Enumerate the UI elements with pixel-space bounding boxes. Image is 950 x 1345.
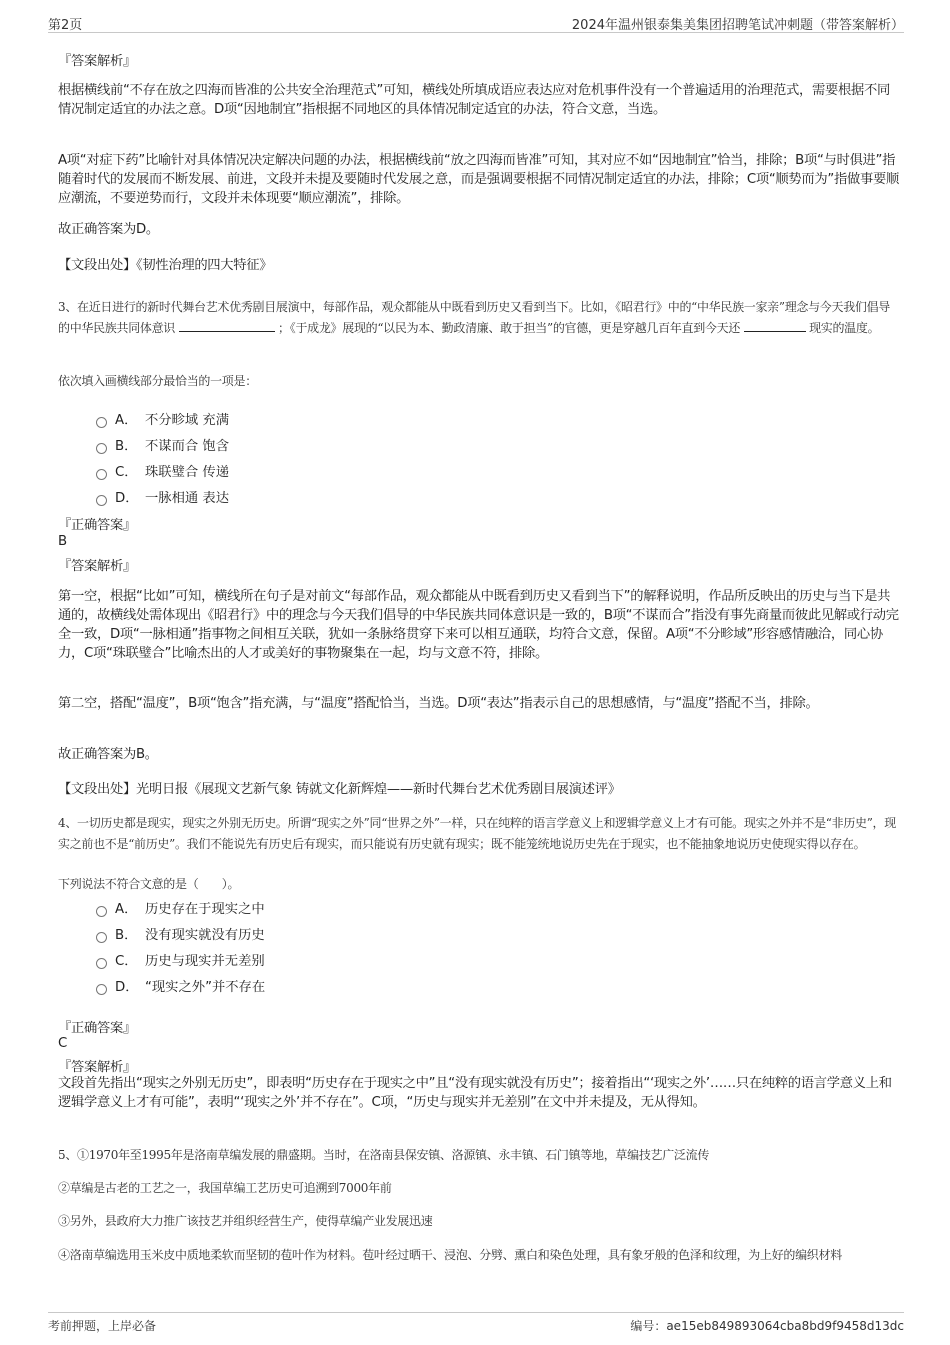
q5-sentence-1: 5、①1970年至1995年是洛南草编发展的鼎盛期。当时，在洛南县保安镇、洛源镇、永丰镇、石门镇等地，草编技艺广泛流传 (58, 1148, 710, 1162)
q5-sentence-2: ②草编是古老的工艺之一，我国草编工艺历史可追溯到7000年前 (58, 1181, 392, 1195)
radio-icon[interactable] (96, 469, 107, 480)
radio-icon[interactable] (96, 958, 107, 969)
q3-blank-2 (744, 319, 806, 332)
q4-answer: C (58, 1036, 67, 1051)
radio-icon[interactable] (96, 932, 107, 943)
q3-answer-label: 『正确答案』 (58, 518, 136, 533)
q3-prompt: 依次填入画横线部分最恰当的一项是： (58, 374, 257, 388)
q4-analysis-label: 『答案解析』 (58, 1060, 136, 1075)
q4-prompt: 下列说法不符合文意的是（ ）。 (58, 877, 240, 891)
radio-icon[interactable] (96, 984, 107, 995)
q3-analysis-label: 『答案解析』 (58, 559, 136, 574)
footer-slogan: 考前押题，上岸必备 (48, 1319, 157, 1333)
page-footer (48, 1312, 904, 1335)
radio-icon[interactable] (96, 495, 107, 506)
q2-conclusion: 故正确答案为D。 (58, 222, 159, 237)
radio-icon[interactable] (96, 417, 107, 428)
q3-stem-part-1: 3、在近日进行的新时代舞台艺术优秀剧目展演中，每部作品，观众都能从中既看到历史又看到当下。比如，《昭君行》中的“中华民族一家亲”理念与今天我们倡导的中华民族共同体意识 (58, 300, 891, 335)
q4-stem: 4、一切历史都是现实，现实之外别无历史。所谓“现实之外”同“世界之外”一样，只在纯粹的语言学意义上和逻辑学意义上才有可能。现实之外并不是“非历史”，现实之前也不是“前历史”。我们不能说先有历史后有现实，而只能说有历史就有现实；既不能笼统地说历史先在于现实，也不能抽象地说历史使现实得以存在。 (58, 816, 896, 851)
document-code: 编号：ae15eb849893064cba8bd9f9458d13dc (630, 1319, 904, 1333)
page-number: 第2页 (48, 18, 83, 33)
q5-sentence-4: ④洛南草编选用玉米皮中质地柔软而坚韧的苞叶作为材料。苞叶经过晒干、浸泡、分劈、熏白和染色处理，具有象牙般的色泽和纹理，为上好的编织材料 (58, 1248, 842, 1262)
q3-blank-1 (179, 319, 275, 332)
radio-icon[interactable] (96, 443, 107, 454)
q3-analysis-para1: 第一空，根据“比如”可知，横线所在句子是对前文“每部作品，观众都能从中既看到历史又看到当下”的解释说明，作品所反映出的历史与当下是共通的，故横线处需体现出《昭君行》中的理念与今天我们倡导的中华民族共同体意识是一致的，B项“不谋而合”指没有事先商量而彼此见解或行动完全一致，D项“一脉相通”指事物之间相互关联，犹如一条脉络贯穿下来可以相互通联，均符合文意，保留。A项“不分畛域”形容感情融洽，同心协力，C项“珠联璧合”比喻杰出的人才或美好的事物聚集在一起，均与文意不符，排除。 (58, 589, 899, 661)
q5-sentence-3: ③另外，县政府大力推广该技艺并组织经营生产，使得草编产业发展迅速 (58, 1214, 433, 1228)
q4-answer-label: 『正确答案』 (58, 1021, 136, 1036)
q3-stem-part-3: 现实的温度。 (809, 321, 880, 335)
q3-analysis-para2: 第二空，搭配“温度”，B项“饱含”指充满，与“温度”搭配恰当，当选。D项“表达”指表示自己的思想感情，与“温度”搭配不当，排除。 (58, 696, 819, 711)
radio-icon[interactable] (96, 906, 107, 917)
q3-answer: B (58, 534, 67, 549)
q3-conclusion: 故正确答案为B。 (58, 747, 158, 762)
document-title: 2024年温州银泰集美集团招聘笔试冲刺题（带答案解析） (571, 18, 904, 33)
q3-source: 【文段出处】光明日报《展现文艺新气象 铸就文化新辉煌——新时代舞台艺术优秀剧目展演述评》 (58, 782, 621, 797)
page-header (48, 12, 904, 33)
q2-analysis-para2: A项“对症下药”比喻针对具体情况决定解决问题的办法，根据横线前“放之四海而皆准”可知，其对应不如“因地制宜”恰当，排除；B项“与时俱进”指随着时代的发展而不断发展、前进，文段并未提及要随时代发展之意，而是强调要根据不同情况制定适宜的办法，排除；C项“顺势而为”指做事要顺应潮流，不要逆势而行，文段并未体现要“顺应潮流”，排除。 (58, 153, 899, 206)
q2-analysis-label: 『答案解析』 (58, 54, 136, 69)
q4-analysis-para1: 文段首先指出“现实之外别无历史”，即表明“历史存在于现实之中”且“没有现实就没有历史”；接着指出“‘现实之外’……只在纯粹的语言学意义上和逻辑学意义上才有可能”，表明“‘现实之外’并不存在”。C项，“历史与现实并无差别”在文中并未提及，无从得知。 (58, 1076, 892, 1110)
q2-source: 【文段出处】《韧性治理的四大特征》 (58, 258, 273, 273)
q3-stem-part-2: ；《于成龙》展现的“以民为本、勤政清廉、敢于担当”的官德，更是穿越几百年直到今天还 (278, 321, 741, 335)
q2-analysis-para1: 根据横线前“不存在放之四海而皆准的公共安全治理范式”可知，横线处所填成语应表达应对危机事件没有一个普遍适用的治理范式，需要根据不同情况制定适宜的办法之意。D项“因地制宜”指根据不同地区的具体情况制定适宜的办法，符合文意，当选。 (58, 83, 890, 117)
q3-stem (58, 297, 900, 339)
